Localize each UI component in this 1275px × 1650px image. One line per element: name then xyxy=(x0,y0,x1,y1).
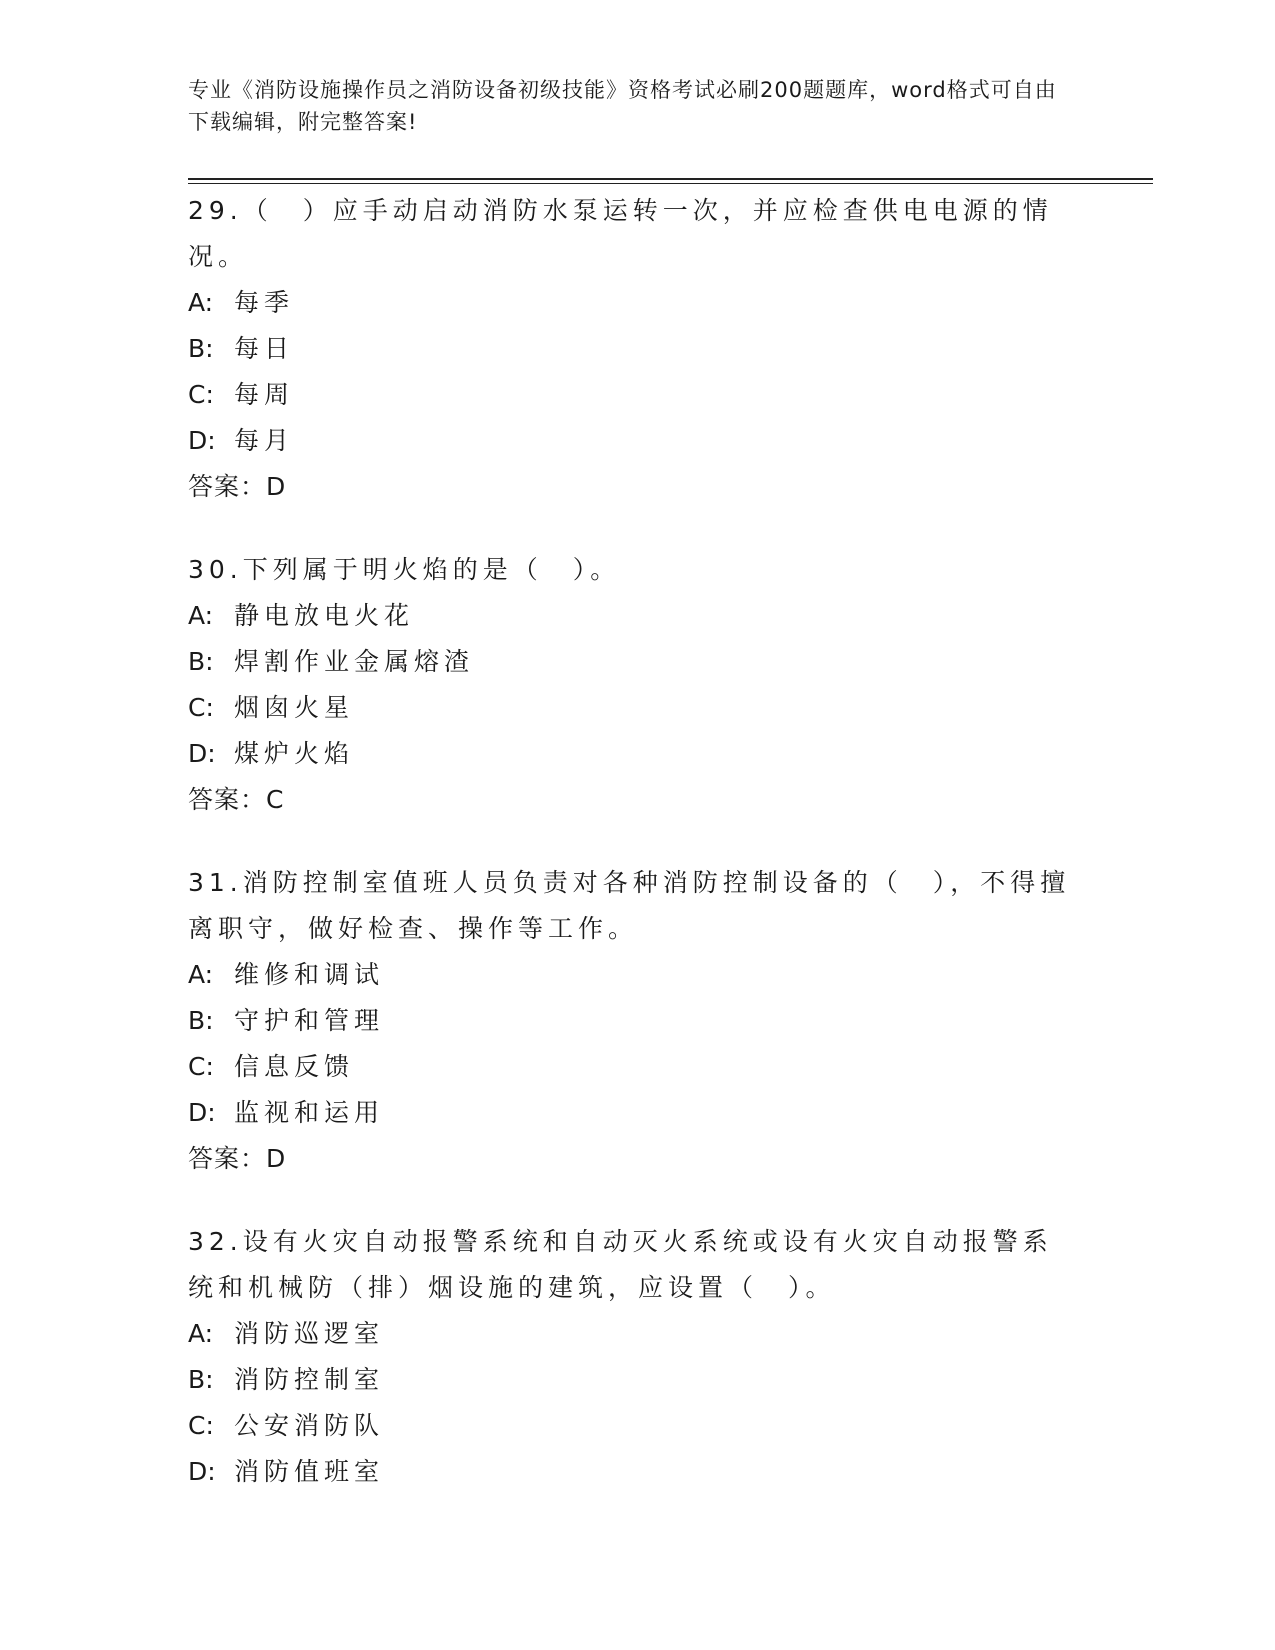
question-stem: 32.设有火灾自动报警系统和自动灭火系统或设有火灾自动报警系统和机械防（排）烟设施的建筑，应设置（ ）。 xyxy=(188,1227,1053,1302)
option-letter: A: xyxy=(188,960,214,989)
option-text: 焊割作业金属熔渣 xyxy=(234,647,475,676)
option-text: 维修和调试 xyxy=(234,960,385,989)
document-header: 专业《消防设施操作员之消防设备初级技能》资格考试必刷200题题库，word格式可自由下载编辑，附完整答案! xyxy=(188,78,1057,134)
option-text: 每周 xyxy=(234,380,295,409)
answer-line: 答案：D xyxy=(188,1144,287,1173)
option-b xyxy=(188,1357,1078,1403)
option-letter: C: xyxy=(188,1411,214,1440)
option-text: 公安消防队 xyxy=(234,1411,385,1440)
option-c xyxy=(188,1403,1078,1449)
option-text: 消防巡逻室 xyxy=(234,1319,385,1348)
question-31 xyxy=(188,860,1078,1182)
answer-line: 答案：C xyxy=(188,785,285,814)
option-letter: C: xyxy=(188,693,214,722)
option-b xyxy=(188,998,1078,1044)
question-stem: 30.下列属于明火焰的是（ ）。 xyxy=(188,555,621,584)
question-32 xyxy=(188,1219,1078,1495)
option-d xyxy=(188,731,1078,777)
option-letter: A: xyxy=(188,1319,214,1348)
header-rule-thin xyxy=(188,183,1153,184)
option-text: 每月 xyxy=(234,426,295,455)
option-text: 消防值班室 xyxy=(234,1457,385,1486)
option-b xyxy=(188,326,1078,372)
option-c xyxy=(188,1044,1078,1090)
option-text: 信息反馈 xyxy=(234,1052,355,1081)
option-a xyxy=(188,593,1078,639)
option-text: 消防控制室 xyxy=(234,1365,385,1394)
option-a xyxy=(188,280,1078,326)
header-rule-thick xyxy=(188,178,1153,180)
option-letter: B: xyxy=(188,1006,214,1035)
option-text: 每季 xyxy=(234,288,295,317)
option-d xyxy=(188,1449,1078,1495)
option-a xyxy=(188,952,1078,998)
option-letter: D: xyxy=(188,426,216,455)
question-list xyxy=(188,188,1078,1532)
option-d xyxy=(188,418,1078,464)
option-d xyxy=(188,1090,1078,1136)
question-30 xyxy=(188,547,1078,823)
option-text: 守护和管理 xyxy=(234,1006,385,1035)
option-text: 煤炉火焰 xyxy=(234,739,355,768)
option-a xyxy=(188,1311,1078,1357)
option-letter: B: xyxy=(188,334,214,363)
question-stem: 29.（ ）应手动启动消防水泵运转一次，并应检查供电电源的情况。 xyxy=(188,196,1053,271)
question-stem: 31.消防控制室值班人员负责对各种消防控制设备的（ ），不得擅离职守，做好检查、操作等工作。 xyxy=(188,868,1071,943)
option-letter: B: xyxy=(188,647,214,676)
option-letter: A: xyxy=(188,601,214,630)
option-letter: C: xyxy=(188,380,214,409)
question-29 xyxy=(188,188,1078,510)
option-letter: D: xyxy=(188,739,216,768)
option-c xyxy=(188,685,1078,731)
option-b xyxy=(188,639,1078,685)
option-letter: A: xyxy=(188,288,214,317)
answer-line: 答案：D xyxy=(188,472,287,501)
option-text: 烟囱火星 xyxy=(234,693,355,722)
option-letter: D: xyxy=(188,1457,216,1486)
option-letter: B: xyxy=(188,1365,214,1394)
option-letter: D: xyxy=(188,1098,216,1127)
option-text: 监视和运用 xyxy=(234,1098,385,1127)
option-text: 静电放电火花 xyxy=(234,601,415,630)
option-c xyxy=(188,372,1078,418)
option-letter: C: xyxy=(188,1052,214,1081)
option-text: 每日 xyxy=(234,334,295,363)
